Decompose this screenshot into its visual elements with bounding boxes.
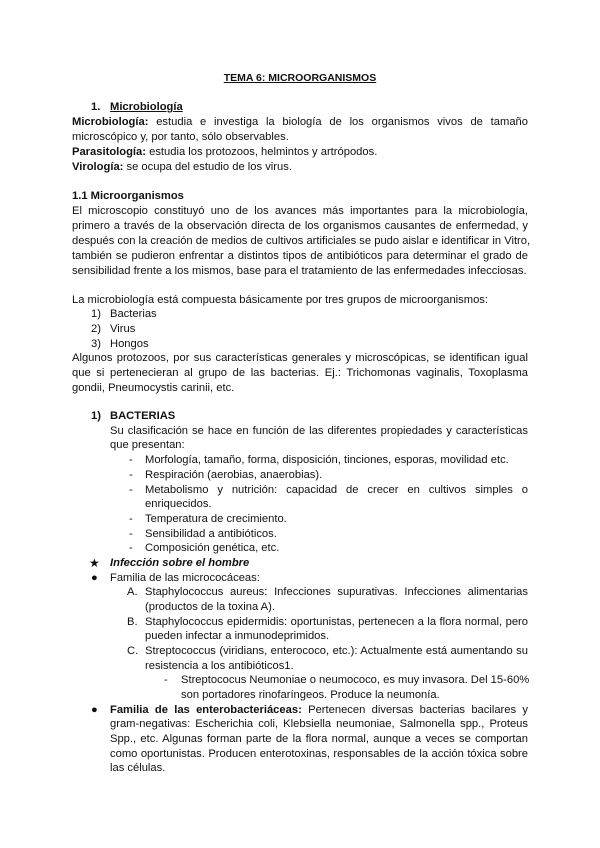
property-item: Metabolismo y nutrición: capacidad de crecer en cultivos simples o — [145, 484, 528, 496]
dash-bullet: - — [129, 542, 133, 554]
dash-bullet: - — [129, 484, 133, 496]
def-virologia — [72, 160, 292, 175]
def-term: Microbiología: — [72, 116, 149, 128]
micrococ-item-cont: pueden infectar a inmunodeprimidos. — [145, 630, 330, 642]
para2-line: gondii, Pneumocystis carinii, etc. — [72, 382, 235, 394]
micrococ-item-cont: resistencia a los antibióticos1. — [145, 660, 294, 672]
group-label: Virus — [110, 323, 136, 335]
property-item: Temperatura de crecimiento. — [145, 513, 287, 525]
strep-sub-item-cont: son portadores rinofaríngeos. Produce la neumonía. — [181, 689, 440, 701]
def-text: estudia e investiga la biología de los organismos vivos de tamaño — [148, 116, 528, 128]
def-term: Virología: — [72, 161, 124, 173]
group-label: Hongos — [110, 338, 149, 350]
def-text: se ocupa del estudio de los virus. — [123, 161, 292, 173]
group-label: Bacterias — [110, 308, 157, 320]
letter-label: B. — [127, 616, 138, 628]
dash-bullet: - — [129, 528, 133, 540]
property-item: Respiración (aerobias, anaerobias). — [145, 469, 323, 481]
group-number: 2) — [91, 323, 101, 335]
para1-line: después con la creación de medios de cultivos artificiales se pudo aislar e identificar in Vitro, — [72, 235, 531, 247]
circle-bullet-icon: ● — [91, 704, 98, 716]
property-item: Composición genética, etc. — [145, 542, 280, 554]
para1-line: El microscopio constituyó uno de los avances más importantes para la microbiología, — [72, 205, 528, 217]
micrococ-heading: Familia de las micrococáceas: — [110, 572, 260, 584]
group-number: 3) — [91, 338, 101, 350]
def-parasitologia — [72, 145, 377, 160]
letter-label: C. — [127, 645, 139, 657]
entero-line: Spp., etc. Algunas forman parte de la flora normal, aunque a veces se comportan — [110, 733, 528, 745]
property-item-cont: enriquecidos. — [145, 498, 212, 510]
para1-line: sensibilidad frente a los mismos, base para el tratamiento de las enfermedades infecciosas. — [72, 265, 527, 277]
star-item-heading: Infección sobre el hombre — [110, 557, 250, 569]
bacterias-number: 1) — [91, 410, 101, 422]
para1-line: primero a través de la observación directa de los organismos causantes de enfermedad, y — [72, 220, 528, 232]
section-1-heading: Microbiología — [110, 101, 183, 113]
entero-line: como oportunistas. Producen enterotoxinas, responsables de la acción tóxica sobre — [110, 748, 528, 760]
section-1-1-heading: 1.1 Microorganismos — [72, 190, 184, 202]
entero-line: gram-negativas: Escherichia coli, Klebsiella neumoniae, Salmonella spp., Proteus — [110, 718, 528, 730]
para2-line: que si pertenecieran al grupo de las bacterias. Ej.: Trichomonas vaginalis, Toxoplasma — [72, 367, 528, 379]
circle-bullet-icon: ● — [91, 572, 98, 584]
dash-bullet: - — [164, 674, 168, 686]
group-number: 1) — [91, 308, 101, 320]
bacterias-intro-line: que presentan: — [110, 439, 185, 451]
dash-bullet: - — [129, 513, 133, 525]
letter-label: A. — [127, 586, 138, 598]
micrococ-item: Streptococcus (viridians, enterococo, etc.): Actualmente está aumentando su — [145, 645, 528, 657]
def-microbiologia-line2: microscópico y, por tanto, sólo observables. — [72, 131, 289, 143]
entero-text: Pertenecen diversas bacterias bacilares y — [301, 704, 528, 716]
strep-sub-item: Streptococus Neumoniae o neumococo, es muy invasora. Del 15-60% — [181, 674, 530, 686]
section-1-number: 1. — [91, 101, 101, 113]
groups-intro: La microbiología está compuesta básicamente por tres grupos de microorganismos: — [72, 294, 489, 306]
def-term: Parasitología: — [72, 146, 146, 158]
micrococ-item: Staphylococcus aureus: Infecciones supurativas. Infecciones alimentarias — [145, 586, 528, 598]
star-icon: ★ — [89, 556, 100, 570]
bacterias-intro-line: Su clasificación se hace en función de las diferentes propiedades y características — [110, 425, 528, 437]
entero-line1 — [110, 703, 528, 718]
dash-bullet: - — [129, 454, 133, 466]
dash-bullet: - — [129, 469, 133, 481]
bacterias-heading: BACTERIAS — [110, 410, 176, 422]
property-item: Sensibilidad a antibióticos. — [145, 528, 277, 540]
entero-heading: Familia de las enterobacteriáceas: — [110, 704, 302, 716]
micrococ-item-cont: (productos de la toxina A). — [145, 601, 275, 613]
def-microbiologia-line1 — [72, 115, 528, 130]
entero-line: las células. — [110, 762, 166, 774]
micrococ-item: Staphylococcus epidermidis: oportunistas, pertenecen a la flora normal, pero — [145, 616, 528, 628]
def-text: estudia los protozoos, helmintos y artrópodos. — [145, 146, 378, 158]
para1-line: también se pudieron enfrentar a distintos tipos de antibióticos para determinar el grado de — [72, 250, 528, 262]
document-title: TEMA 6: MICROORGANISMOS — [223, 72, 377, 84]
property-item: Morfología, tamaño, forma, disposición, tinciones, esporas, movilidad etc. — [145, 454, 509, 466]
para2-line: Algunos protozoos, por sus características generales y microscópicas, se identifican igual — [72, 352, 528, 364]
